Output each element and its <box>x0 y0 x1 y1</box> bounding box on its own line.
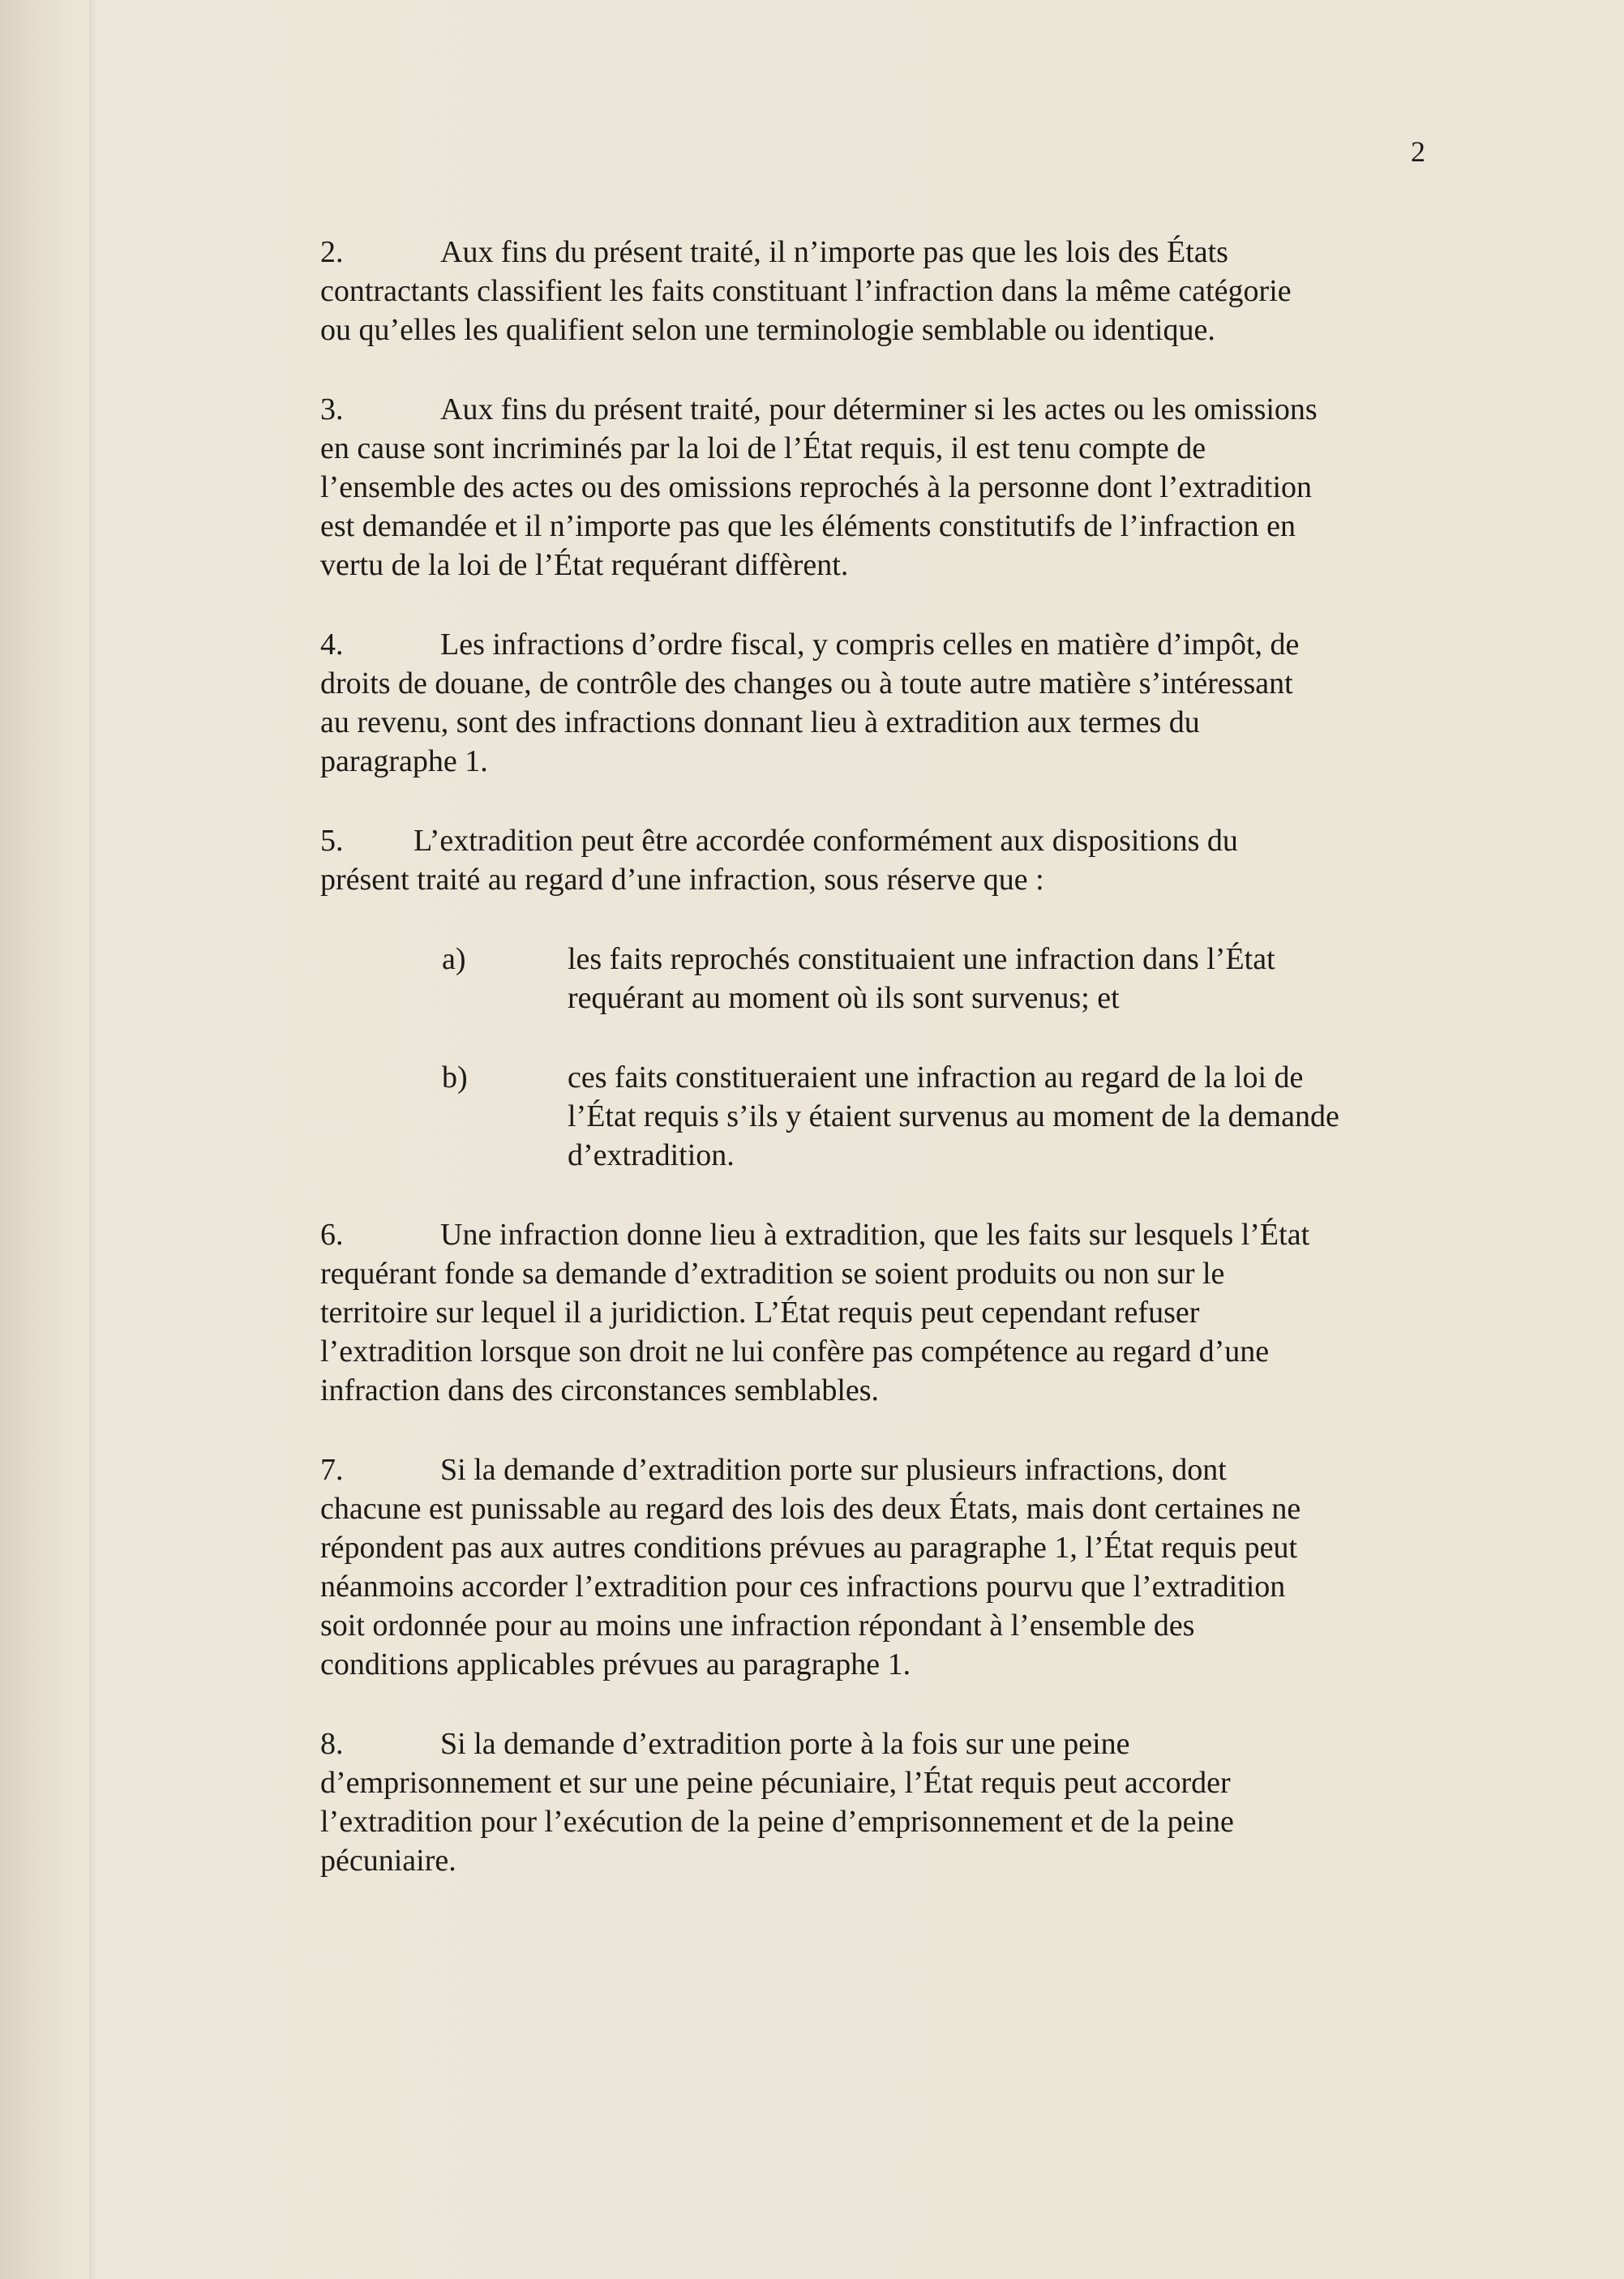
paragraph-text: Aux fins du présent traité, il n’importe pas que les lois des États <box>440 235 1228 269</box>
sub-item-label: b) <box>442 1060 468 1095</box>
paragraph-4 <box>320 625 1439 781</box>
paragraph-7 <box>320 1450 1439 1684</box>
paragraph-line: est demandée et il n’importe pas que les éléments constitutifs de l’infraction en <box>320 509 1296 543</box>
paragraph-text: Les infractions d’ordre fiscal, y compris celles en matière d’impôt, de <box>440 628 1300 662</box>
paragraph-line: paragraphe 1. <box>320 744 488 778</box>
page-binding-shadow <box>89 0 96 2279</box>
paragraph-line: en cause sont incriminés par la loi de l’État requis, il est tenu compte de <box>320 431 1206 465</box>
paragraph-line: d’emprisonnement et sur une peine pécuniaire, l’État requis peut accorder <box>320 1766 1231 1800</box>
paragraph-line: droits de douane, de contrôle des changes ou à toute autre matière s’intéressant <box>320 666 1293 700</box>
paragraph-line: néanmoins accorder l’extradition pour ces infractions pourvu que l’extradition <box>320 1570 1286 1604</box>
sub-item-a <box>320 940 1439 1017</box>
paragraph-line: vertu de la loi de l’État requérant diffèrent. <box>320 548 849 582</box>
sub-item-text <box>568 1058 1439 1175</box>
paragraph-text: Une infraction donne lieu à extradition, que les faits sur lesquels l’État <box>440 1218 1310 1252</box>
paragraph-number: 8. <box>320 1727 344 1761</box>
paragraph-number: 4. <box>320 628 344 662</box>
sub-item-line: l’État requis s’ils y étaient survenus au moment de la demande <box>568 1099 1339 1133</box>
sub-item-line: ces faits constitueraient une infraction au regard de la loi de <box>568 1060 1304 1095</box>
paragraph-number: 5. <box>320 824 344 858</box>
paragraph-line: l’ensemble des actes ou des omissions reprochés à la personne dont l’extradition <box>320 470 1313 504</box>
paragraph-line: au revenu, sont des infractions donnant lieu à extradition aux termes du <box>320 705 1200 739</box>
paragraph-line <box>320 1450 1439 1489</box>
paragraph-line <box>320 821 1439 860</box>
page-number: 2 <box>1411 135 1425 168</box>
paragraph-line: l’extradition pour l’exécution de la peine d’emprisonnement et de la peine <box>320 1805 1234 1839</box>
sub-item-label: a) <box>442 942 466 976</box>
sub-item-line: requérant au moment où ils sont survenus; et <box>568 981 1120 1015</box>
paragraph-number: 3. <box>320 392 344 426</box>
paragraph-line <box>320 390 1439 429</box>
paragraph-line: infraction dans des circonstances semblables. <box>320 1373 880 1407</box>
paragraph-line: ou qu’elles les qualifient selon une terminologie semblable ou identique. <box>320 313 1215 347</box>
paragraph-line: conditions applicables prévues au paragraphe 1. <box>320 1647 911 1681</box>
sub-item-line: d’extradition. <box>568 1138 735 1172</box>
paragraph-line <box>320 625 1439 664</box>
paragraph-8 <box>320 1724 1439 1880</box>
sub-item-text <box>568 940 1439 1017</box>
paragraph-text: Aux fins du présent traité, pour déterminer si les actes ou les omissions <box>440 392 1318 426</box>
sub-item-b <box>320 1058 1439 1175</box>
paragraph-line: contractants classifient les faits constituant l’infraction dans la même catégorie <box>320 274 1292 308</box>
paragraph-5 <box>320 821 1439 899</box>
paragraph-line <box>320 233 1439 272</box>
paragraph-line: pécuniaire. <box>320 1844 456 1878</box>
paragraph-line: territoire sur lequel il a juridiction. L’État requis peut cependant refuser <box>320 1296 1200 1330</box>
paragraph-line <box>320 1215 1439 1254</box>
paragraph-text: Si la demande d’extradition porte sur plusieurs infractions, dont <box>440 1453 1227 1487</box>
paragraph-2 <box>320 233 1439 349</box>
paragraph-line <box>320 1724 1439 1763</box>
paragraph-line: chacune est punissable au regard des lois des deux États, mais dont certaines ne <box>320 1492 1301 1526</box>
paragraph-line: répondent pas aux autres conditions prévues au paragraphe 1, l’État requis peut <box>320 1531 1298 1565</box>
paragraph-number: 2. <box>320 235 344 269</box>
paragraph-6 <box>320 1215 1439 1410</box>
document-body <box>320 233 1439 1921</box>
paragraph-line: requérant fonde sa demande d’extradition se soient produits ou non sur le <box>320 1257 1225 1291</box>
paragraph-line: présent traité au regard d’une infraction, sous réserve que : <box>320 863 1044 897</box>
paragraph-line: soit ordonnée pour au moins une infraction répondant à l’ensemble des <box>320 1609 1195 1643</box>
paragraph-3 <box>320 390 1439 585</box>
sub-item-line: les faits reprochés constituaient une infraction dans l’État <box>568 942 1275 976</box>
paragraph-number: 6. <box>320 1218 344 1252</box>
paragraph-line: l’extradition lorsque son droit ne lui confère pas compétence au regard d’une <box>320 1334 1270 1369</box>
paragraph-text: L’extradition peut être accordée conformément aux dispositions du <box>413 824 1238 858</box>
paragraph-number: 7. <box>320 1453 344 1487</box>
paragraph-text: Si la demande d’extradition porte à la fois sur une peine <box>440 1727 1130 1761</box>
